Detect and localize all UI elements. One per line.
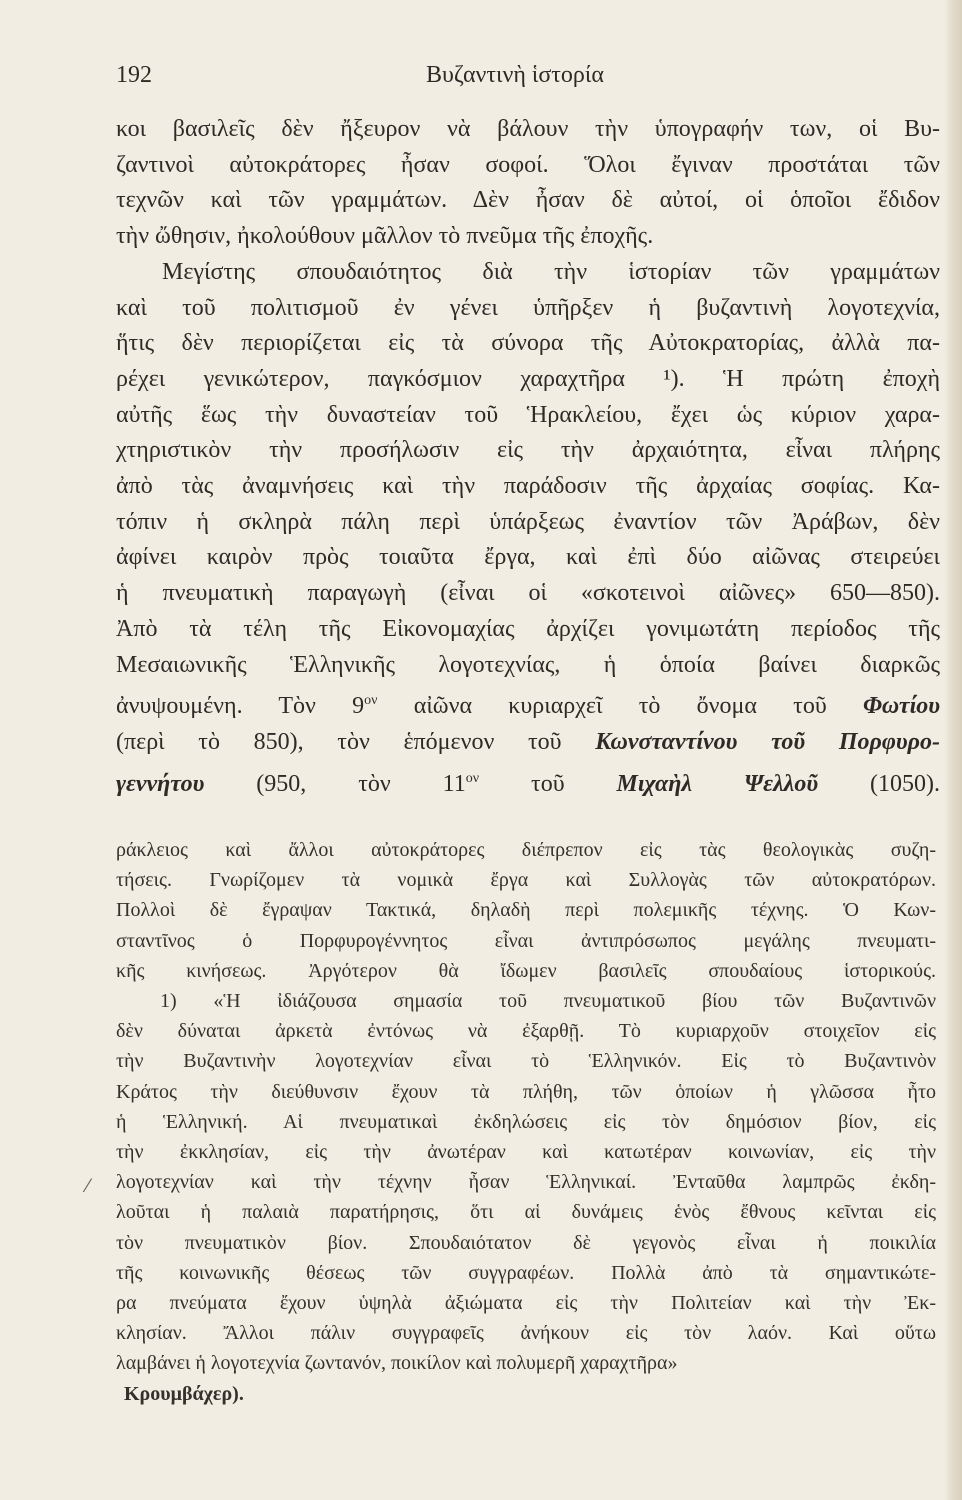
running-title: Βυζαντινὴ ἱστορία xyxy=(426,62,604,88)
footnote-line: τὴν ἐκκλησίαν, εἰς τὴν ἀνωτέραν καὶ κατωτέραν κοινωνίαν, εἰς τὴν xyxy=(116,1141,936,1164)
emphasis-constantine-end: γεννήτου xyxy=(116,770,205,797)
main-line: τόπιν ἡ σκληρὰ πάλη περὶ ὑπάρξεως ἐναντίον τῶν Ἀράβων, δὲν xyxy=(116,508,940,535)
footnote-line: 1) «Ἡ ἰδιάζουσα σημασία τοῦ πνευματικοῦ βίου τῶν Βυζαντινῶν xyxy=(160,990,936,1013)
footnote-line: τῆς κοινωνικῆς θέσεως τῶν συγγραφέων. Πολλὰ ἀπὸ τὰ σημαντικώτε- xyxy=(116,1261,936,1284)
footnote-line: τὴν Βυζαντινὴν λογοτεχνίαν εἶναι τὸ Ἑλληνικόν. Εἰς τὸ Βυζαντινὸν xyxy=(116,1050,936,1073)
footnote-line: Πολλοὶ δὲ ἔγραψαν Τακτικά, δηλαδὴ περὶ πολεμικῆς τέχνης. Ὁ Κων- xyxy=(116,899,936,922)
main-line-psellos: γεννήτου (950, τὸν $11^{o\nu}$ τοῦ Μιχαὴλ Ψελλοῦ (1050). xyxy=(116,770,940,797)
footnote-line: δὲν δύναται ἀρκετὰ ἐντόνως νὰ ἐξαρθῇ. Τὸ κυριαρχοῦν στοιχεῖον εἰς xyxy=(116,1020,936,1043)
footnote-line: τὸν πνευματικὸν βίον. Σπουδαιότατον δὲ γεγονὸς εἶναι ἡ ποικιλία xyxy=(116,1231,936,1254)
footnote-line: τήσεις. Γνωρίζομεν τὰ νομικὰ ἔργα καὶ Συλλογὰς τῶν αὐτοκρατόρων. xyxy=(116,869,936,892)
main-line: χτηριστικὸν τὴν προσήλωσιν εἰς τὴν ἀρχαιότητα, εἶναι πλήρης xyxy=(116,437,940,464)
emphasis-photios: Φωτίου xyxy=(862,693,940,720)
emphasis-psellos: Μιχαὴλ Ψελλοῦ xyxy=(616,770,819,797)
main-line-constantine: (περὶ τὸ 850), τὸν ἑπόμενον τοῦ Κωνσταντίνου τοῦ Πορφυρο- xyxy=(116,728,940,755)
main-line: Ἀπὸ τὰ τέλη τῆς Εἰκονομαχίας ἀρχίζει γονιμωτάτη περίοδος τῆς xyxy=(116,615,940,642)
running-head xyxy=(116,58,936,92)
footnote-line: λογοτεχνίαν καὶ τὴν τέχνην ἦσαν Ἑλληνικαί. Ἐνταῦθα λαμπρῶς ἐκδη- xyxy=(116,1171,936,1194)
footnote-line: Κράτος τὴν διεύθυνσιν ἔχουν τὰ πλήθη, τῶν ὁποίων ἡ γλῶσσα ἦτο xyxy=(116,1080,936,1103)
footnote-line: κῆς κινήσεως. Ἀργότερον θὰ ἴδωμεν βασιλεῖς σπουδαίους ἱστορικούς. xyxy=(116,959,936,982)
main-line: τὴν ὤθησιν, ἠκολούθουν μᾶλλον τὸ πνεῦμα τῆς ἐποχῆς. xyxy=(116,223,654,250)
main-line: ἥτις δὲν περιορίζεται εἰς τὰ σύνορα τῆς Αὐτοκρατορίας, ἀλλὰ πα- xyxy=(116,330,940,357)
footnote-attribution: Κρουμβάχερ). xyxy=(124,1382,244,1405)
main-line-photios: ἀνυψουμένη. Τὸν $9^{o\nu}$ αἰῶνα κυριαρχεῖ τὸ ὄνομα τοῦ Φωτίου xyxy=(116,693,940,720)
footnote-line: σταντῖνος ὁ Πορφυρογέννητος εἶναι ἀντιπρόσωπος μεγάλης πνευματι- xyxy=(116,929,936,952)
footnote-line: λοῦται ἡ παλαιὰ παρατήρησις, ὅτι αἱ δυνάμεις ἑνὸς ἔθνους κεῖνται εἰς xyxy=(116,1201,936,1224)
main-line: ἀπὸ τὰς ἀναμνήσεις καὶ τὴν παράδοσιν τῆς ἀρχαίας σοφίας. Κα- xyxy=(116,473,940,500)
main-line: Μεσαιωνικῆς Ἑλληνικῆς λογοτεχνίας, ἡ ὁποία βαίνει διαρκῶς xyxy=(116,651,940,678)
footnote-line: ἡ Ἑλληνική. Αἱ πνευματικαὶ ἐκδηλώσεις εἰς τὸν δημόσιον βίον, εἰς xyxy=(116,1110,936,1133)
main-line: ἀφίνει καιρὸν πρὸς τοιαῦτα ἔργα, καὶ ἐπὶ δύο αἰῶνας στειρεύει xyxy=(116,544,940,571)
main-line: ἡ πνευματικὴ παραγωγὴ (εἶναι οἱ «σκοτεινοὶ αἰῶνες» 650—850). xyxy=(116,580,940,607)
footnote-line: λαμβάνει ἡ λογοτεχνία ζωντανόν, ποικίλον καὶ πολυμερῆ χαραχτῆρα» xyxy=(116,1352,678,1375)
page-number: 192 xyxy=(116,62,152,88)
main-line: κοι βασιλεῖς δὲν ἤξευρον νὰ βάλουν τὴν ὑπογραφήν των, οἱ Βυ- xyxy=(116,116,940,142)
main-line: τεχνῶν καὶ τῶν γραμμάτων. Δὲν ἦσαν δὲ αὐτοί, οἱ ὁποῖοι ἔδιδον xyxy=(116,187,940,214)
main-line: ρέχει γενικώτερον, παγκόσμιον χαραχτῆρα ¹). Ἡ πρώτη ἐποχὴ xyxy=(116,365,940,392)
main-line: αὐτῆς ἕως τὴν δυναστείαν τοῦ Ἡρακλείου, ἔχει ὡς κύριον χαρα- xyxy=(116,401,940,428)
footnotes-block xyxy=(116,835,936,1409)
footnote-line: κλησίαν. Ἄλλοι πάλιν συγγραφεῖς ἀνήκουν εἰς τὸν λαόν. Καὶ οὕτω xyxy=(116,1322,936,1345)
pencil-margin-mark: ⁄ xyxy=(86,1176,90,1197)
main-text-block xyxy=(116,112,940,802)
main-line: Μεγίστης σπουδαιότητος διὰ τὴν ἱστορίαν τῶν γραμμάτων xyxy=(162,258,940,285)
main-line: ζαντινοὶ αὐτοκράτορες ἦσαν σοφοί. Ὅλοι ἔγιναν προστάται τῶν xyxy=(116,151,940,178)
page-edge-shadow xyxy=(944,0,962,1500)
footnote-line: ρα πνεύματα ἔχουν ὑψηλὰ ἀξιώματα εἰς τὴν Πολιτείαν καὶ τὴν Ἐκ- xyxy=(116,1292,936,1315)
main-line: καὶ τοῦ πολιτισμοῦ ἐν γένει ὑπῆρξεν ἡ βυζαντινὴ λογοτεχνία, xyxy=(116,294,940,321)
emphasis-constantine: Κωνσταντίνου τοῦ Πορφυρο- xyxy=(595,728,940,755)
footnote-line: ράκλειος καὶ ἄλλοι αὐτοκράτορες διέπρεπον εἰς τὰς θεολογικὰς συζη- xyxy=(116,839,936,861)
